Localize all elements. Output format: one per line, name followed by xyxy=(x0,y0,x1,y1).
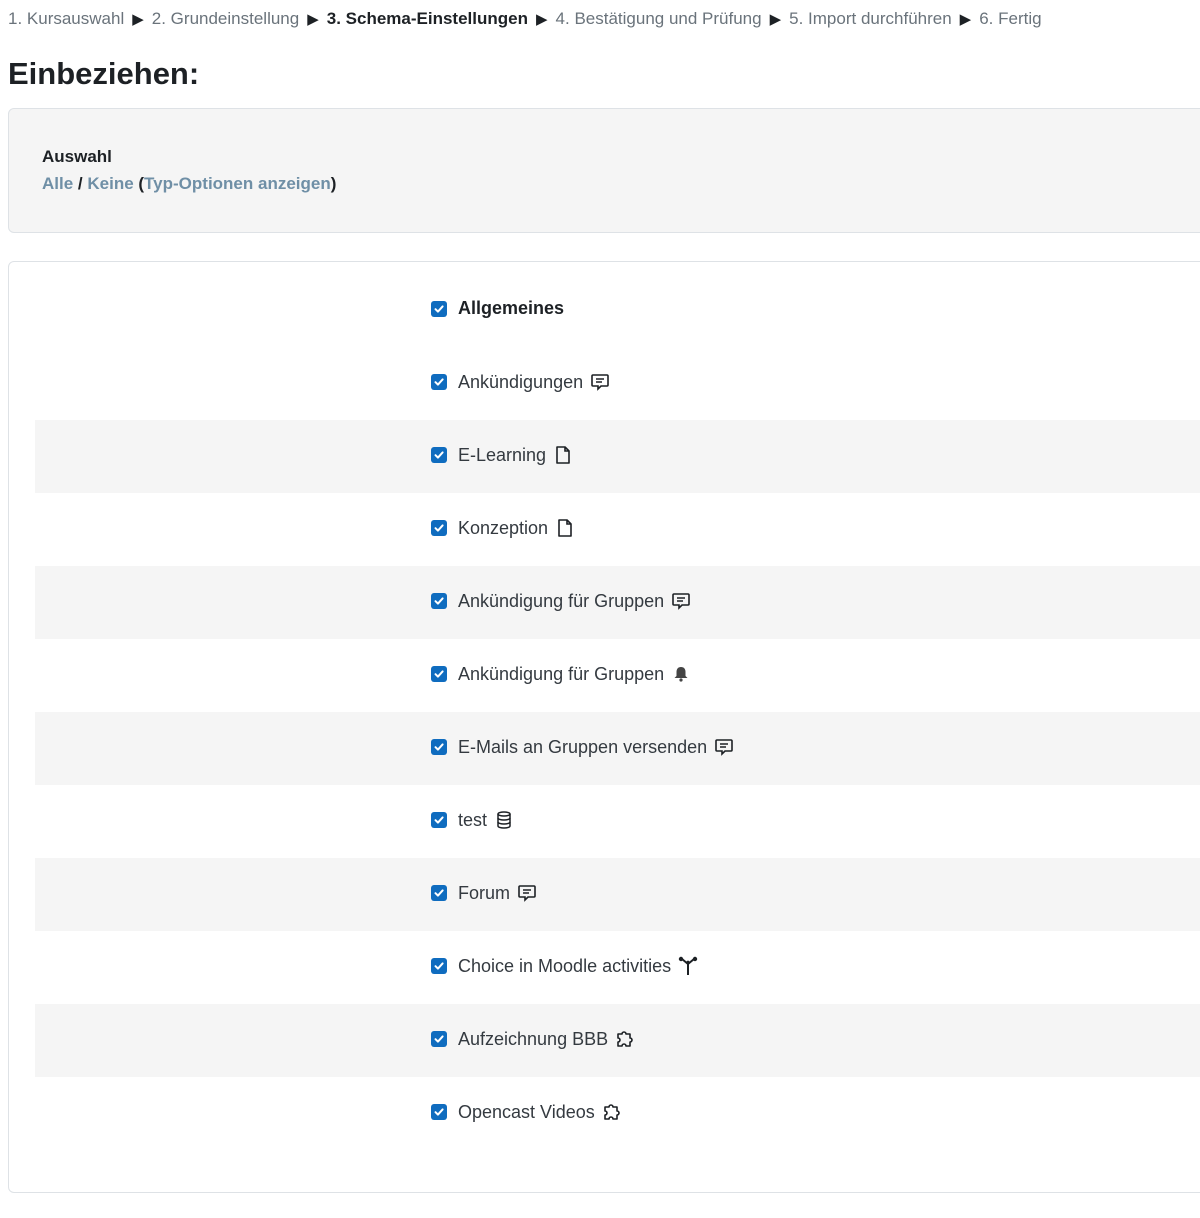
include-item-label: test xyxy=(458,809,488,830)
include-checkbox[interactable] xyxy=(431,593,447,609)
include-checkbox[interactable] xyxy=(431,1104,447,1120)
include-item-row xyxy=(35,493,1200,566)
include-checkbox[interactable] xyxy=(431,812,447,828)
include-item-row xyxy=(35,931,1200,1004)
include-checkbox[interactable] xyxy=(431,301,447,317)
include-item-label: Allgemeines xyxy=(458,298,565,318)
forum-icon xyxy=(713,736,735,758)
include-item[interactable] xyxy=(431,517,576,539)
include-item[interactable] xyxy=(431,444,574,466)
breadcrumb-separator-icon: ▶ xyxy=(132,11,144,28)
include-item-row xyxy=(35,858,1200,931)
include-item-row xyxy=(35,712,1200,785)
include-item-row xyxy=(35,1004,1200,1077)
breadcrumb-step-1: 1. Kursauswahl xyxy=(8,9,125,28)
show-type-options-link[interactable]: Typ-Optionen anzeigen xyxy=(144,174,331,193)
include-item-row xyxy=(35,420,1200,493)
include-item-label: Ankündigungen xyxy=(458,371,584,392)
breadcrumb xyxy=(8,9,1042,29)
include-checkbox[interactable] xyxy=(431,885,447,901)
breadcrumb-step-2: 2. Grundeinstellung xyxy=(151,9,300,28)
choice-icon xyxy=(677,955,699,977)
include-item-label: Ankündigung für Gruppen xyxy=(458,663,665,684)
include-item[interactable] xyxy=(431,809,515,831)
include-item-row xyxy=(35,639,1200,712)
include-item-label: E-Mails an Gruppen versenden xyxy=(458,736,708,757)
include-item[interactable] xyxy=(431,663,692,685)
breadcrumb-step-6: 6. Fertig xyxy=(979,9,1042,28)
breadcrumb-separator-icon: ▶ xyxy=(769,11,782,28)
include-item[interactable] xyxy=(431,882,538,904)
selection-label: Auswahl xyxy=(42,147,112,166)
include-item-label: Aufzeichnung BBB xyxy=(458,1028,609,1049)
include-item-row xyxy=(35,566,1200,639)
include-item-label: Opencast Videos xyxy=(458,1101,595,1122)
page-icon xyxy=(552,444,574,466)
include-item-label: Forum xyxy=(458,882,511,903)
include-item[interactable] xyxy=(431,955,699,977)
include-item[interactable] xyxy=(431,590,692,612)
include-item[interactable] xyxy=(431,1028,636,1050)
include-checkbox[interactable] xyxy=(431,739,447,755)
include-item[interactable] xyxy=(431,371,611,393)
include-item-label: Konzeption xyxy=(458,517,549,538)
include-items-panel xyxy=(8,261,1200,1193)
include-checkbox[interactable] xyxy=(431,374,447,390)
forum-icon xyxy=(589,371,611,393)
puzzle-icon xyxy=(601,1101,623,1123)
include-item-row xyxy=(35,785,1200,858)
include-item-row xyxy=(35,274,1200,347)
selection-panel xyxy=(8,108,1200,233)
open-paren: ( xyxy=(133,174,145,193)
breadcrumb-separator-icon: ▶ xyxy=(959,11,972,28)
include-item-label: Ankündigung für Gruppen xyxy=(458,590,665,611)
include-item-row xyxy=(35,1077,1200,1150)
include-item-label: E-Learning xyxy=(458,444,547,465)
puzzle-icon xyxy=(614,1028,636,1050)
page-icon xyxy=(554,517,576,539)
close-paren: ) xyxy=(330,174,337,193)
include-item[interactable] xyxy=(431,1101,623,1123)
breadcrumb-step-4: 4. Bestätigung und Prüfung xyxy=(555,9,762,28)
include-item[interactable] xyxy=(431,298,564,319)
breadcrumb-separator-icon: ▶ xyxy=(307,11,319,28)
bell-icon xyxy=(670,663,692,685)
include-item[interactable] xyxy=(431,736,735,758)
slash-separator: / xyxy=(73,174,88,193)
include-items-list xyxy=(35,274,1200,1150)
selection-links xyxy=(42,174,336,194)
include-item-row xyxy=(35,347,1200,420)
breadcrumb-step-5: 5. Import durchführen xyxy=(789,9,952,28)
include-checkbox[interactable] xyxy=(431,666,447,682)
database-icon xyxy=(493,809,515,831)
include-checkbox[interactable] xyxy=(431,958,447,974)
select-all-link[interactable]: Alle xyxy=(42,174,74,193)
include-checkbox[interactable] xyxy=(431,1031,447,1047)
breadcrumb-separator-icon: ▶ xyxy=(536,11,548,28)
include-checkbox[interactable] xyxy=(431,520,447,536)
include-checkbox[interactable] xyxy=(431,447,447,463)
select-none-link[interactable]: Keine xyxy=(87,174,134,193)
forum-icon xyxy=(516,882,538,904)
include-item-label: Choice in Moodle activities xyxy=(458,955,672,976)
forum-icon xyxy=(670,590,692,612)
breadcrumb-step-3: 3. Schema-Einstellungen xyxy=(326,9,528,28)
page-title: Einbeziehen: xyxy=(8,56,200,91)
